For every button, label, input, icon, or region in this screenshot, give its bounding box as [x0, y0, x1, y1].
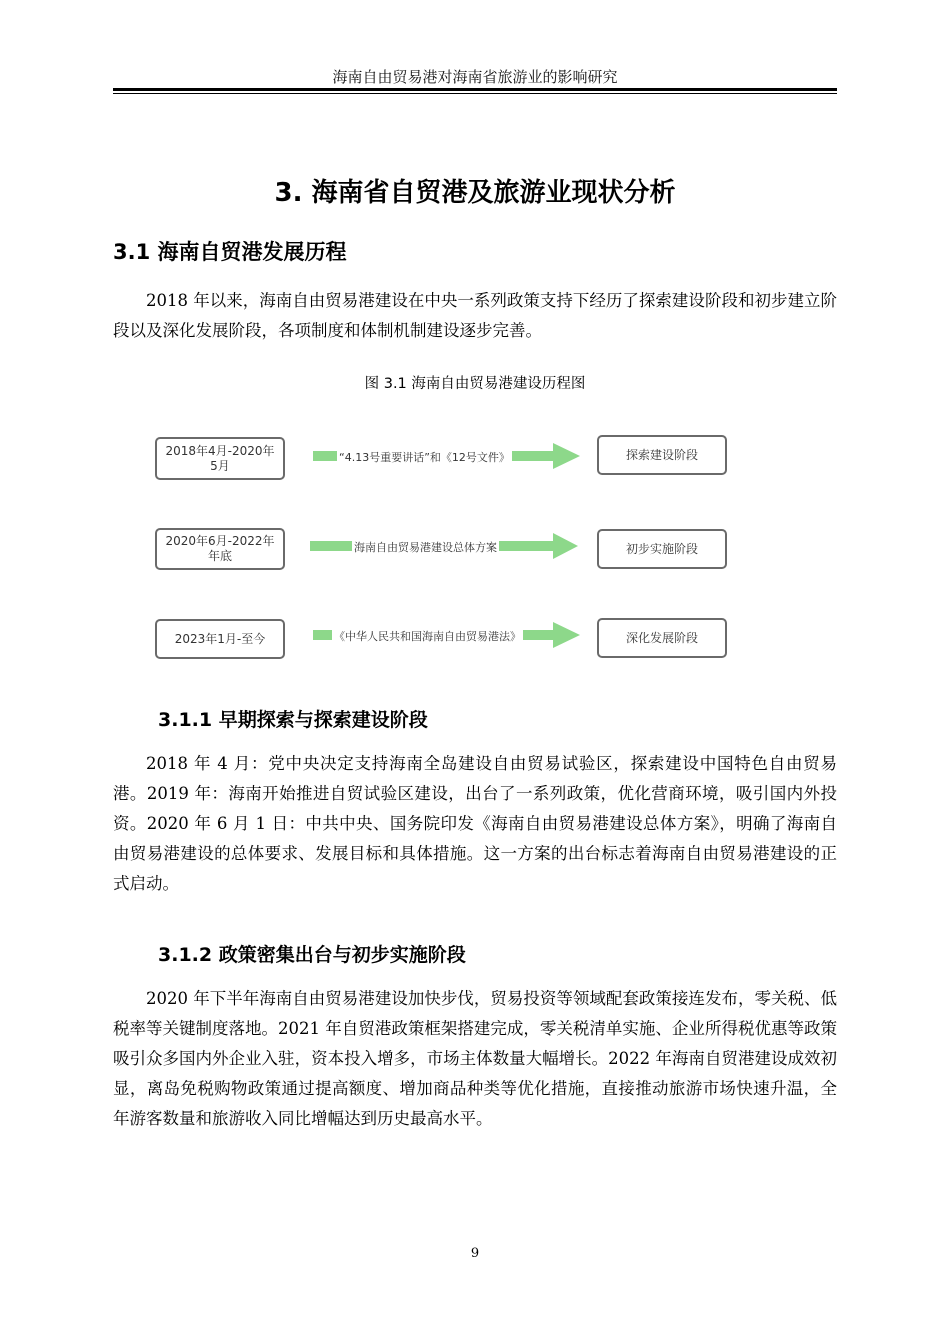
figure-caption: 图 3.1 海南自由贸易港建设历程图: [364, 376, 586, 392]
subsection-title-3-1-2: 3.1.2 政策密集出台与初步实施阶段: [158, 944, 466, 966]
policy-label-1: “4.13号重要讲话”和《12号文件》: [339, 451, 510, 464]
period-box-1: 2018年4月-2020年5月: [155, 437, 285, 480]
policy-label-3: 《中华人民共和国海南自由贸易港法》: [334, 630, 521, 643]
subsection-3-1-1-body: 2018 年 4 月：党中央决定支持海南全岛建设自由贸易试验区，探索建设中国特色自由贸易港。2019 年：海南开始推进自贸试验区建设，出台了一系列政策，优化营商环境，吸引国内外投资。2020 年 6 月 1 日：中共中央、国务院印发《海南自由贸易港建设总体方案》，明确了海南自由贸易港建设的总体要求、发展目标和具体措施。这一方案的出台标志着海南自由贸易港建设的正式启动。: [113, 754, 837, 893]
chapter-title: 3. 海南省自贸港及旅游业现状分析: [274, 178, 676, 208]
period-box-3: 2023年1月-至今: [155, 619, 285, 659]
page-number: 9: [470, 1246, 480, 1261]
subsection-3-1-2-body: 2020 年下半年海南自由贸易港建设加快步伐，贸易投资等领域配套政策接连发布，零关税、低税率等关键制度落地。2021 年自贸港政策框架搭建完成，零关税清单实施、企业所得税优惠等政策吸引众多国内外企业入驻，资本投入增多，市场主体数量大幅增长。2022 年海南自贸港建设成效初显，离岛免税购物政策通过提高额度、增加商品种类等优化措施，直接推动旅游市场快速升温，全年游客数量和旅游收入同比增幅达到历史最高水平。: [113, 989, 837, 1128]
policy-label-2: 海南自由贸易港建设总体方案: [354, 541, 497, 554]
running-header: 海南自由贸易港对海南省旅游业的影响研究: [332, 68, 618, 86]
section-title-3-1: 3.1 海南自贸港发展历程: [113, 240, 347, 264]
period-box-2: 2020年6月-2022年年底: [155, 528, 285, 570]
section-3-1-intro: 2018 年以来，海南自由贸易港建设在中央一系列政策支持下经历了探索建设阶段和初步建立阶段以及深化发展阶段，各项制度和体制机制建设逐步完善。: [113, 291, 837, 340]
stage-box-2: 初步实施阶段: [597, 529, 727, 569]
subsection-title-3-1-1: 3.1.1 早期探索与探索建设阶段: [158, 709, 428, 731]
stage-box-1: 探索建设阶段: [597, 435, 727, 475]
stage-box-3: 深化发展阶段: [597, 618, 727, 658]
